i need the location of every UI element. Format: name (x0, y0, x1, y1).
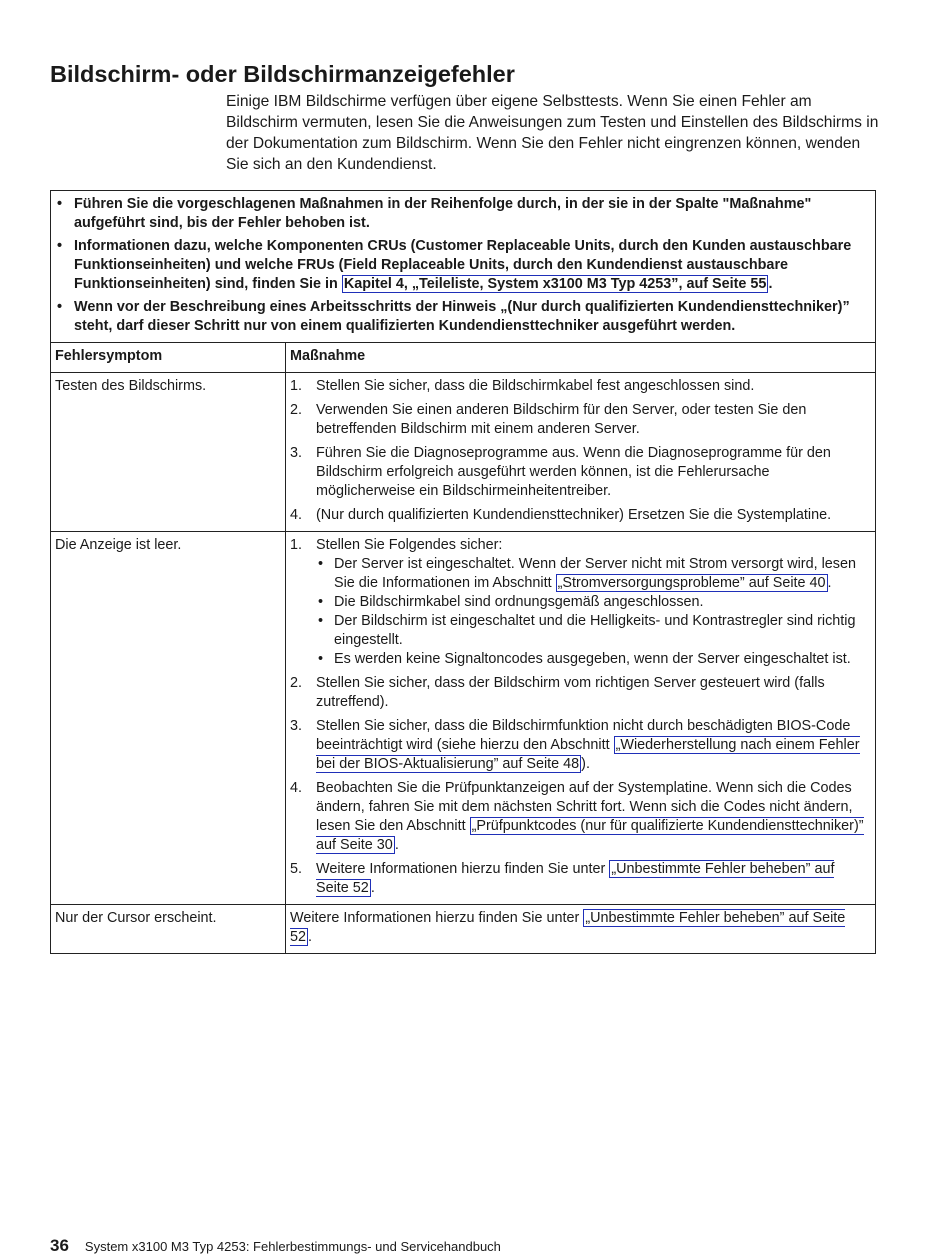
step-text: Stellen Sie sicher, dass die Bildschirmfunktion nicht durch beschädigten BIOS-Code beeinträchtigt wird (siehe hierzu den Abschnitt (316, 718, 851, 753)
step-text: Stellen Sie Folgendes sicher: (316, 537, 503, 553)
step-text: . (370, 880, 375, 896)
note-text: Wenn vor der Beschreibung eines Arbeitsschritts der Hinweis „(Nur durch qualifizierten Kundendiensttechniker)” steht, darf dieser Schritt nur von einem qualifizierten Kundendiensttechniker ausgeführt werden. (74, 299, 850, 334)
notes-cell (51, 191, 876, 343)
intro-paragraph: Einige IBM Bildschirme verfügen über eigene Selbsttests. Wenn Sie einen Fehler am Bildschirm vermuten, lesen Sie die Anweisungen zum Testen und Einstellen des Bildschirms in der Dokumentation zum Bildschirm. Wenn Sie den Fehler nicht eingrenzen können, wenden Sie sich an den Kundendienst. (226, 93, 879, 173)
step-number: 2. (290, 675, 303, 691)
page-footer (50, 1236, 501, 1256)
note-text: Führen Sie die vorgeschlagenen Maßnahmen in der Reihenfolge durch, in der sie in der Spalte "Maßnahme" aufgeführt sind, bis der Fehler behoben ist. (74, 196, 812, 231)
action-steps (290, 536, 871, 898)
action-text: . (308, 929, 313, 945)
action-step (290, 444, 871, 501)
action-cell (286, 532, 876, 905)
column-header-symptom: Fehlersymptom (51, 343, 286, 373)
page-title: Bildschirm- oder Bildschirmanzeigefehler (50, 61, 515, 87)
cross-reference-link[interactable]: „Unbestimmte Fehler beheben” auf Seite 52 (290, 910, 846, 945)
step-number: 3. (290, 445, 303, 461)
step-number: 5. (290, 861, 303, 877)
note-item (55, 237, 871, 294)
action-step (290, 674, 871, 712)
step-text: Beobachten Sie die Prüfpunktanzeigen auf der Systemplatine. Wenn sich die Codes ändern, fahren Sie mit dem nächsten Schritt fort. Wenn sich die Codes nicht ändern, lesen Sie den Abschnitt (316, 780, 853, 834)
symptom-cell: Die Anzeige ist leer. (51, 532, 286, 905)
cross-reference-link[interactable]: „Prüfpunktcodes (nur für qualifizierte Kundendiensttechniker)” auf Seite 30 (316, 818, 864, 853)
step-text: . (394, 837, 399, 853)
check-item (316, 555, 871, 593)
column-header-action: Maßnahme (286, 343, 876, 373)
action-step (290, 717, 871, 774)
table-row (51, 373, 876, 532)
action-step (290, 377, 871, 396)
check-text: Der Server ist eingeschaltet. Wenn der Server nicht mit Strom versorgt wird, lesen Sie die Informationen im Abschnitt (334, 556, 856, 591)
table-row (51, 905, 876, 954)
note-text: . (768, 276, 773, 292)
action-step (290, 860, 871, 898)
check-text: Der Bildschirm ist eingeschaltet und die Helligkeits- und Kontrastregler sind richtig eingestellt. (334, 613, 856, 648)
step-text: Weitere Informationen hierzu finden Sie unter (316, 861, 610, 877)
check-text: Die Bildschirmkabel sind ordnungsgemäß angeschlossen. (334, 594, 704, 610)
check-text: . (827, 575, 832, 591)
cross-reference-link[interactable]: „Stromversorgungsprobleme” auf Seite 40 (557, 575, 826, 591)
action-step (290, 401, 871, 439)
footer-title: System x3100 M3 Typ 4253: Fehlerbestimmungs- und Servicehandbuch (84, 1239, 501, 1254)
step-number: 3. (290, 718, 303, 734)
troubleshooting-table (50, 190, 876, 954)
step-text: Stellen Sie sicher, dass der Bildschirm vom richtigen Server gesteuert wird (falls zutreffend). (316, 675, 825, 710)
check-text: Es werden keine Signaltoncodes ausgegeben, wenn der Server eingeschaltet ist. (334, 651, 851, 667)
check-item (316, 612, 871, 650)
notes-list (55, 195, 871, 336)
check-item (316, 593, 871, 612)
symptom-cell: Testen des Bildschirms. (51, 373, 286, 532)
action-step (290, 536, 871, 669)
notes-row (51, 191, 876, 343)
step-text: Stellen Sie sicher, dass die Bildschirmkabel fest angeschlossen sind. (316, 378, 755, 394)
cross-reference-link[interactable]: Kapitel 4, „Teileliste, System x3100 M3 Typ 4253”, auf Seite 55 (343, 276, 767, 292)
step-text: Verwenden Sie einen anderen Bildschirm für den Server, oder testen Sie den betreffenden Bildschirm mit einem anderen Server. (316, 402, 807, 437)
check-item (316, 650, 871, 669)
action-cell (286, 373, 876, 532)
step-text: ). (581, 756, 590, 772)
page-number: 36 (50, 1236, 69, 1255)
note-text: Informationen dazu, welche Komponenten CRUs (Customer Replaceable Units, durch den Kunden austauschbare Funktionseinheiten) und welche FRUs (Field Replaceable Units, durch den Kundendienst austauschbare Funktionseinheiten) sind, finden Sie in (74, 238, 852, 292)
action-steps (290, 377, 871, 525)
action-text: Weitere Informationen hierzu finden Sie unter (290, 910, 584, 926)
step-number: 1. (290, 537, 303, 553)
action-step (290, 506, 871, 525)
table-header-row (51, 343, 876, 373)
cross-reference-link[interactable]: „Unbestimmte Fehler beheben” auf Seite 52 (316, 861, 835, 896)
step-number: 1. (290, 378, 303, 394)
symptom-cell: Nur der Cursor erscheint. (51, 905, 286, 954)
step-number: 4. (290, 780, 303, 796)
check-list (316, 555, 871, 669)
step-number: 2. (290, 402, 303, 418)
step-number: 4. (290, 507, 303, 523)
cross-reference-link[interactable]: „Wiederherstellung nach einem Fehler bei der BIOS-Aktualisierung” auf Seite 48 (316, 737, 860, 772)
step-text: Führen Sie die Diagnoseprogramme aus. Wenn die Diagnoseprogramme für den Bildschirm erfolgreich ausgeführt werden können, ist die Fehlerursache möglicherweise ein Bildschirmeinheitentreiber. (316, 445, 831, 499)
note-item (55, 298, 871, 336)
step-text: (Nur durch qualifizierten Kundendiensttechniker) Ersetzen Sie die Systemplatine. (316, 507, 832, 523)
table-row (51, 532, 876, 905)
action-step (290, 779, 871, 855)
note-item (55, 195, 871, 233)
action-cell (286, 905, 876, 954)
